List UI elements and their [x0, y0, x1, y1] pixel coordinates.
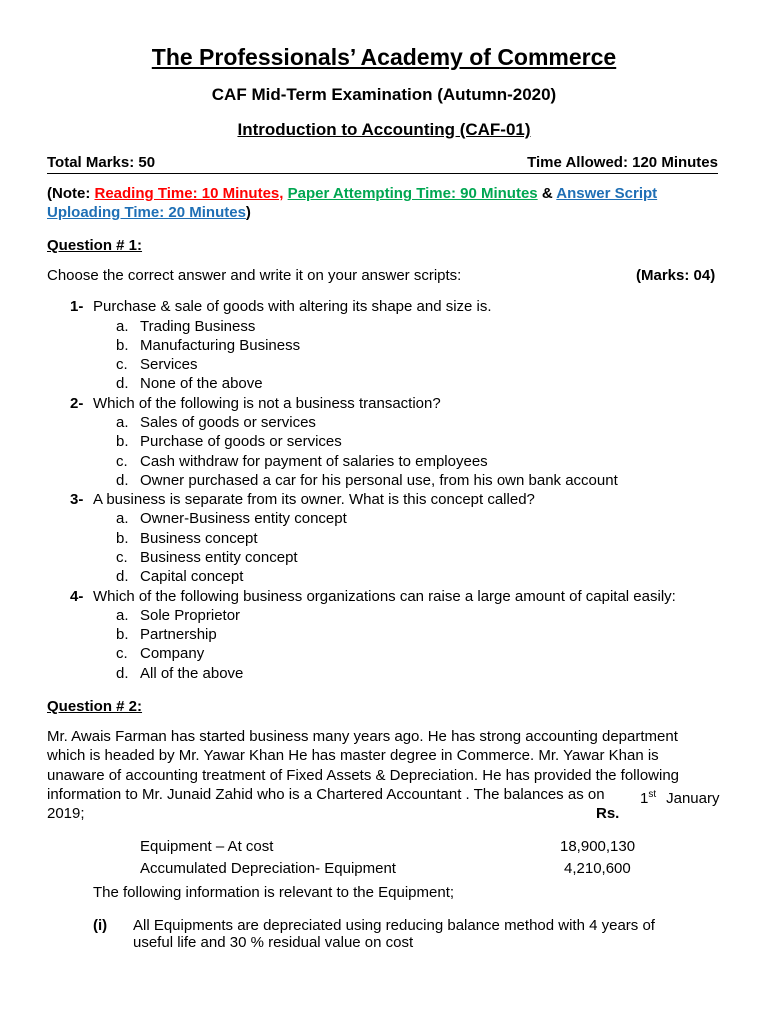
q1-item-4-option-c: c. Company: [116, 645, 205, 662]
q1-item-1-option-d: d. None of the above: [116, 375, 263, 392]
q1-item-3-text: A business is separate from its owner. What is this concept called?: [93, 491, 535, 508]
q1-item-3-num: 3-: [70, 491, 84, 508]
q1-item-1: [70, 297, 492, 316]
q2-para-line-5: 2019;: [47, 805, 85, 822]
subject-title: [0, 120, 768, 140]
q1-item-4: [70, 587, 676, 606]
q1-item-1-option-a: a. Trading Business: [116, 318, 256, 335]
q2-para-line-4: information to Mr. Junaid Zahid who is a Chartered Accountant . The balances as on: [47, 786, 605, 803]
note-upload-time-part2: Uploading Time: 20 Minutes: [47, 204, 246, 221]
q1-item-2-option-c: c. Cash withdraw for payment of salaries to employees: [116, 453, 488, 470]
note-reading-time: Reading Time: 10 Minutes,: [94, 185, 284, 202]
note-attempting-time: Paper Attempting Time: 90 Minutes: [287, 185, 538, 202]
q2-date: 1st January: [640, 789, 720, 807]
q1-item-2-text: Which of the following is not a business transaction?: [93, 395, 441, 412]
balance-value-accum-dep: 4,210,600: [564, 860, 631, 877]
note-upload-time-part1: Answer Script: [556, 185, 658, 202]
q1-item-1-text: Purchase & sale of goods with altering its shape and size is.: [93, 298, 492, 315]
exam-title: CAF Mid-Term Examination (Autumn-2020): [211, 85, 557, 104]
q2-heading: Question # 2:: [47, 698, 143, 715]
q2-rs-header: Rs.: [596, 805, 620, 822]
q2-relevant-info: The following information is relevant to the Equipment;: [93, 884, 455, 901]
q2-para-line-2: which is headed by Mr. Yawar Khan He has master degree in Commerce. Mr. Yawar Khan is: [47, 747, 659, 764]
q1-item-1-option-b: b. Manufacturing Business: [116, 337, 301, 354]
q1-item-3-option-b: b. Business concept: [116, 530, 258, 547]
note-prefix: (Note:: [47, 185, 95, 202]
balance-label-equipment: Equipment – At cost: [140, 838, 274, 855]
q1-item-4-option-d: d. All of the above: [116, 665, 244, 682]
time-allowed: Time Allowed: 120 Minutes: [527, 154, 718, 171]
balance-value-equipment: 18,900,130: [560, 838, 636, 855]
q1-item-2-num: 2-: [70, 395, 84, 412]
q1-item-3-option-a: a. Owner-Business entity concept: [116, 510, 347, 527]
q1-item-2-option-a: a. Sales of goods or services: [116, 414, 316, 431]
q1-instruction: Choose the correct answer and write it on your answer scripts:: [47, 267, 462, 284]
q1-item-2-option-d: d. Owner purchased a car for his personal use, from his own bank account: [116, 472, 618, 489]
q1-item-2-option-b: b. Purchase of goods or services: [116, 433, 342, 450]
q1-marks: (Marks: 04): [636, 267, 716, 284]
note-ampersand: &: [537, 185, 557, 202]
balance-label-accum-dep: Accumulated Depreciation- Equipment: [140, 860, 396, 877]
q2-para-line-1: Mr. Awais Farman has started business many years ago. He has strong accounting department: [47, 728, 678, 745]
q1-item-2: [70, 394, 441, 413]
subject-title-text: Introduction to Accounting (CAF-01): [237, 120, 531, 139]
q2-point-line-2: useful life and 30 % residual value on cost: [133, 934, 414, 951]
q2-para-line-3: unaware of accounting treatment of Fixed Assets & Depreciation. He has provided the following: [47, 767, 680, 784]
note-suffix: ): [245, 204, 251, 221]
q2-point-num: (i): [93, 917, 108, 934]
q1-item-3-option-c: c. Business entity concept: [116, 549, 298, 566]
q1-item-4-option-b: b. Partnership: [116, 626, 217, 643]
q1-heading: Question # 1:: [47, 237, 143, 254]
total-marks: Total Marks: 50: [47, 154, 156, 171]
q1-item-4-option-a: a. Sole Proprietor: [116, 607, 241, 624]
q1-item-4-text: Which of the following business organizations can raise a large amount of capital easily:: [93, 588, 676, 605]
q1-item-1-option-c: c. Services: [116, 356, 198, 373]
marks-time-row: [47, 153, 718, 174]
q1-item-3-option-d: d. Capital concept: [116, 568, 244, 585]
note-line-1: [47, 184, 657, 203]
q2-point-line-1: All Equipments are depreciated using reducing balance method with 4 years of: [133, 917, 655, 934]
q1-item-3: [70, 490, 535, 509]
q1-item-1-num: 1-: [70, 298, 84, 315]
academy-title: The Professionals’ Academy of Commerce: [151, 44, 617, 70]
q1-item-4-num: 4-: [70, 588, 84, 605]
note-line-2: [47, 203, 251, 222]
